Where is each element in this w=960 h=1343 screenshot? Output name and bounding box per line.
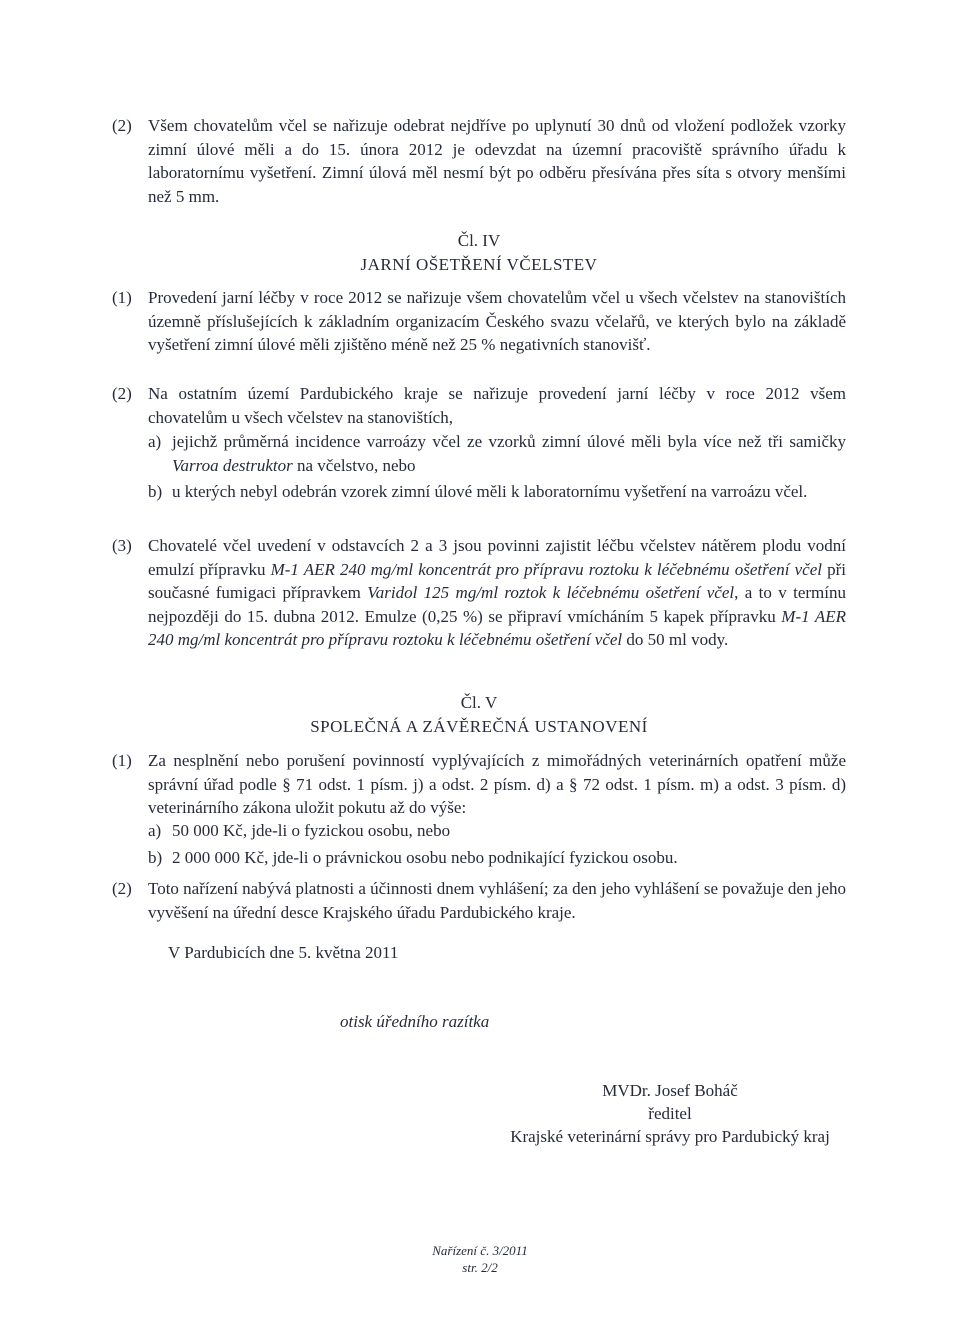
paragraph-text	[148, 534, 846, 652]
article-4-item-a	[148, 430, 846, 477]
footer-page-number: str. 2/2	[462, 1260, 498, 1275]
product-name: Varidol 125 mg/ml roztok k léčebnému ošetření včel	[367, 583, 735, 602]
item-text-part: jejichž průměrná incidence varroázy včel ze vzorků zimní úlové měli byla více než tři samičky	[172, 432, 846, 451]
item-label: b)	[148, 848, 163, 867]
article-4-number: Čl. IV	[457, 231, 501, 250]
item-text: 50 000 Kč, jde-li o fyzickou osobu, nebo	[172, 821, 451, 840]
paragraph-number: (2)	[112, 879, 132, 898]
paragraph-number: (1)	[112, 751, 132, 770]
paragraph-number: (3)	[112, 536, 132, 555]
article-4-paragraph-3	[112, 534, 846, 652]
article-5-title: SPOLEČNÁ A ZÁVĚREČNÁ USTANOVENÍ	[310, 717, 648, 736]
article-4-paragraph-2	[112, 382, 846, 429]
item-text	[172, 430, 846, 477]
paragraph-text: Všem chovatelům včel se nařizuje odebrat nejdříve po uplynutí 30 dnů od vložení podložek vzorky zimní úlové měli a do 15. února 2012 je odevzdat na územní pracoviště správního úřadu k laboratornímu vyšetření. Zimní úlová měl nesmí být po odběru přesívána přes síta s otvory menšími než 5 mm.	[148, 116, 846, 206]
item-label: a)	[148, 821, 162, 840]
signatory-name: MVDr. Josef Boháč	[602, 1081, 738, 1100]
stamp-placeholder: otisk úředního razítka	[340, 1012, 490, 1031]
item-text-part: na včelstvo, nebo	[292, 455, 416, 475]
paragraph-number: (2)	[112, 384, 132, 403]
product-name: M-1 AER 240 mg/ml koncentrát pro přípravu roztoku k léčebnému ošetření včel	[270, 559, 822, 579]
text-part: , a to v termínu nejpozději do 15. dubna 2012. Emulze (0,25 %) se připraví vmícháním 5 kapek přípravku	[148, 583, 846, 626]
article-5-item-b	[148, 846, 846, 870]
article-5-paragraph-2	[112, 877, 846, 924]
item-label: a)	[148, 432, 162, 451]
footer-document-number: Nařízení č. 3/2011	[432, 1243, 528, 1258]
signatory-organization: Krajské veterinární správy pro Pardubický kraj	[510, 1127, 830, 1146]
place-and-date: V Pardubicích dne 5. května 2011	[168, 943, 399, 962]
species-name: Varroa destruktor	[172, 455, 293, 475]
article-4-title: JARNÍ OŠETŘENÍ VČELSTEV	[360, 255, 598, 274]
paragraph-text: Za nesplnění nebo porušení povinností vyplývajících z mimořádných veterinárních opatření může správní úřad podle § 71 odst. 1 písm. j) a odst. 2 písm. d) a § 72 odst. 1 písm. m) a odst. 3 písm. d) veterinárního zákona uložit pokutu až do výše:	[148, 751, 846, 817]
text-part: do 50 ml vody.	[622, 630, 729, 649]
signatory-role: ředitel	[648, 1104, 692, 1123]
paragraph-top	[112, 114, 846, 208]
paragraph-number: (2)	[112, 116, 132, 135]
paragraph-text: Provedení jarní léčby v roce 2012 se nařizuje všem chovatelům včel u všech včelstev na stanovištích územně příslušejících k základním organizacím Českého svazu včelařů, ve kterých bylo na základě vyšetření zimní úlové měli zjištěno méně než 25 % negativních stanovišť.	[148, 288, 846, 354]
article-5-item-a	[148, 819, 846, 843]
text-part: Chovatelé včel uvedení v odstavcích 2 a 3 jsou povinni zajistit léčbu včelstev nátěrem plodu vodní emulzí přípravku	[148, 536, 846, 579]
item-text: u kterých nebyl odebrán vzorek zimní úlové měli k laboratornímu vyšetření na varroázu včel.	[172, 482, 808, 501]
item-label: b)	[148, 482, 163, 501]
article-5-number: Čl. V	[460, 693, 498, 712]
article-4-item-b	[148, 480, 846, 504]
paragraph-text: Na ostatním území Pardubického kraje se nařizuje provedení jarní léčby v roce 2012 všem chovatelům u všech včelstev na stanovištích,	[148, 384, 846, 427]
article-5-paragraph-1	[112, 749, 846, 820]
paragraph-number: (1)	[112, 288, 132, 307]
paragraph-text: Toto nařízení nabývá platnosti a účinnosti dnem vyhlášení; za den jeho vyhlášení se považuje den jeho vyvěšení na úřední desce Krajského úřadu Pardubického kraje.	[148, 879, 846, 922]
product-name: M-1 AER 240 mg/ml koncentrát pro přípravu roztoku k léčebnému ošetření včel	[148, 606, 846, 649]
article-4-paragraph-1	[112, 286, 846, 357]
text-part: při současné fumigaci přípravkem	[148, 559, 846, 602]
item-text: 2 000 000 Kč, jde-li o právnickou osobu nebo podnikající fyzickou osobu.	[172, 848, 678, 867]
